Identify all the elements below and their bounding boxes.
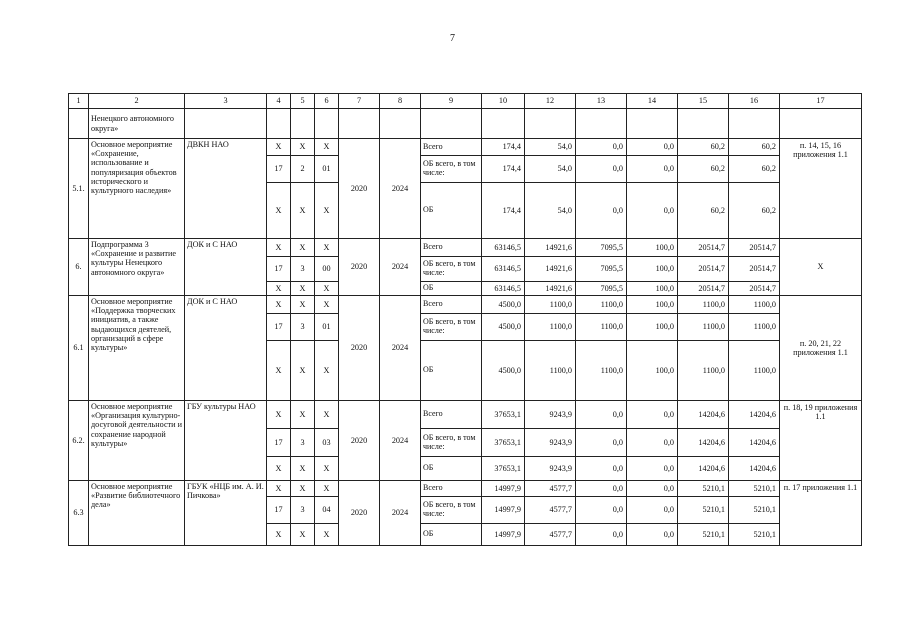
value-cell: 0,0: [627, 401, 678, 429]
value-cell: 1100,0: [576, 296, 627, 314]
value-cell: 0,0: [576, 183, 627, 239]
end-year: 2024: [380, 296, 421, 401]
code-cell: 04: [315, 497, 339, 524]
code-cell: X: [315, 296, 339, 314]
code-cell: X: [315, 139, 339, 156]
value-cell: 5210,1: [729, 524, 780, 546]
note-cell: X: [780, 239, 862, 296]
cell-empty: [339, 109, 380, 139]
code-cell: 3: [291, 497, 315, 524]
code-cell: 3: [291, 314, 315, 341]
value-cell: 20514,7: [729, 239, 780, 257]
code-cell: X: [267, 341, 291, 401]
note-cell: п. 14, 15, 16 приложения 1.1: [780, 139, 862, 239]
value-cell: 4500,0: [482, 341, 525, 401]
value-cell: 60,2: [678, 139, 729, 156]
header-cell: 4: [267, 94, 291, 109]
code-cell: X: [315, 524, 339, 546]
executor: ДОК и С НАО: [185, 239, 267, 296]
code-cell: 17: [267, 429, 291, 457]
value-cell: 100,0: [627, 282, 678, 296]
code-cell: X: [267, 401, 291, 429]
value-cell: 0,0: [627, 156, 678, 183]
value-cell: 174,4: [482, 183, 525, 239]
value-cell: 14997,9: [482, 524, 525, 546]
activity-name: Основное мероприятие «Развитие библиотечного дела»: [89, 481, 185, 546]
executor: ДОК и С НАО: [185, 296, 267, 401]
value-cell: 5210,1: [729, 481, 780, 497]
value-cell: 14204,6: [729, 457, 780, 481]
value-cell: 9243,9: [525, 457, 576, 481]
value-cell: 20514,7: [729, 282, 780, 296]
row-number: 5.1.: [69, 139, 89, 239]
cell-empty: [69, 109, 89, 139]
value-cell: 60,2: [678, 183, 729, 239]
start-year: 2020: [339, 139, 380, 239]
value-cell: 37653,1: [482, 429, 525, 457]
value-cell: 0,0: [576, 524, 627, 546]
cell-empty: [267, 109, 291, 139]
code-cell: X: [291, 183, 315, 239]
note-cell: п. 20, 21, 22 приложения 1.1: [780, 296, 862, 401]
value-cell: 1100,0: [678, 314, 729, 341]
header-cell: 16: [729, 94, 780, 109]
cell-empty: [482, 109, 525, 139]
code-cell: X: [267, 282, 291, 296]
value-cell: 1100,0: [729, 341, 780, 401]
table-row: [69, 296, 862, 314]
header-cell: 5: [291, 94, 315, 109]
code-cell: 01: [315, 314, 339, 341]
funding-source: ОБ всего, в том числе:: [421, 156, 482, 183]
value-cell: 7095,5: [576, 239, 627, 257]
value-cell: 0,0: [627, 429, 678, 457]
value-cell: 14921,6: [525, 239, 576, 257]
value-cell: 20514,7: [729, 257, 780, 282]
value-cell: 1100,0: [678, 341, 729, 401]
code-cell: X: [315, 239, 339, 257]
table-row: [69, 139, 862, 156]
value-cell: 20514,7: [678, 239, 729, 257]
end-year: 2024: [380, 239, 421, 296]
value-cell: 5210,1: [678, 524, 729, 546]
code-cell: X: [267, 239, 291, 257]
code-cell: X: [291, 239, 315, 257]
cell-empty: [576, 109, 627, 139]
end-year: 2024: [380, 481, 421, 546]
value-cell: 0,0: [627, 183, 678, 239]
cell-empty: [380, 109, 421, 139]
code-cell: X: [267, 139, 291, 156]
table-row: [69, 239, 862, 257]
value-cell: 0,0: [576, 481, 627, 497]
code-cell: X: [291, 282, 315, 296]
header-cell: 1: [69, 94, 89, 109]
header-cell: 14: [627, 94, 678, 109]
start-year: 2020: [339, 296, 380, 401]
code-cell: 17: [267, 156, 291, 183]
value-cell: 7095,5: [576, 257, 627, 282]
value-cell: 0,0: [576, 401, 627, 429]
header-cell: 7: [339, 94, 380, 109]
code-cell: 3: [291, 257, 315, 282]
value-cell: 0,0: [627, 457, 678, 481]
value-cell: 4500,0: [482, 314, 525, 341]
cell-empty: [780, 109, 862, 139]
funding-source: ОБ: [421, 183, 482, 239]
continuation-row: [69, 109, 862, 139]
value-cell: 1100,0: [576, 314, 627, 341]
code-cell: X: [291, 457, 315, 481]
cell-empty: [525, 109, 576, 139]
value-cell: 14997,9: [482, 481, 525, 497]
value-cell: 4577,7: [525, 481, 576, 497]
value-cell: 174,4: [482, 139, 525, 156]
header-cell: 6: [315, 94, 339, 109]
value-cell: 20514,7: [678, 282, 729, 296]
value-cell: 9243,9: [525, 429, 576, 457]
value-cell: 60,2: [729, 156, 780, 183]
value-cell: 4577,7: [525, 524, 576, 546]
funding-source: ОБ: [421, 282, 482, 296]
executor: ГБУК «НЦБ им. А. И. Пичкова»: [185, 481, 267, 546]
code-cell: X: [267, 481, 291, 497]
value-cell: 1100,0: [729, 296, 780, 314]
code-cell: 17: [267, 497, 291, 524]
activity-name: Основное мероприятие «Организация культурно-досуговой деятельности и сохранение народной культуры»: [89, 401, 185, 481]
code-cell: X: [267, 457, 291, 481]
value-cell: 9243,9: [525, 401, 576, 429]
header-cell: 8: [380, 94, 421, 109]
value-cell: 1100,0: [729, 314, 780, 341]
value-cell: 60,2: [729, 139, 780, 156]
code-cell: X: [315, 401, 339, 429]
code-cell: X: [267, 296, 291, 314]
value-cell: 100,0: [627, 314, 678, 341]
funding-source: Всего: [421, 139, 482, 156]
code-cell: 01: [315, 156, 339, 183]
funding-source: Всего: [421, 239, 482, 257]
header-cell: 15: [678, 94, 729, 109]
activity-name: Основное мероприятие «Поддержка творческих инициатив, а также выдающихся деятелей, организаций в сфере культуры»: [89, 296, 185, 401]
start-year: 2020: [339, 481, 380, 546]
code-cell: 03: [315, 429, 339, 457]
value-cell: 63146,5: [482, 282, 525, 296]
table-row: [69, 481, 862, 497]
activity-name: Ненецкого автономного округа»: [89, 109, 185, 139]
value-cell: 63146,5: [482, 257, 525, 282]
funding-source: ОБ всего, в том числе:: [421, 429, 482, 457]
value-cell: 5210,1: [729, 497, 780, 524]
code-cell: 00: [315, 257, 339, 282]
value-cell: 14204,6: [729, 429, 780, 457]
value-cell: 100,0: [627, 341, 678, 401]
value-cell: 0,0: [576, 156, 627, 183]
code-cell: X: [315, 481, 339, 497]
value-cell: 0,0: [576, 139, 627, 156]
activity-name: Основное мероприятие «Сохранение, использование и популяризация объектов исторического и культурного наследия»: [89, 139, 185, 239]
value-cell: 4577,7: [525, 497, 576, 524]
value-cell: 1100,0: [525, 341, 576, 401]
start-year: 2020: [339, 239, 380, 296]
value-cell: 1100,0: [678, 296, 729, 314]
value-cell: 54,0: [525, 156, 576, 183]
note-cell: п. 18, 19 приложения 1.1: [780, 401, 862, 481]
funding-source: ОБ: [421, 457, 482, 481]
executor: ДВКН НАО: [185, 139, 267, 239]
value-cell: 14997,9: [482, 497, 525, 524]
value-cell: 0,0: [576, 497, 627, 524]
code-cell: X: [291, 524, 315, 546]
header-cell: 12: [525, 94, 576, 109]
funding-source: ОБ всего, в том числе:: [421, 497, 482, 524]
code-cell: 17: [267, 314, 291, 341]
header-cell: 13: [576, 94, 627, 109]
value-cell: 14204,6: [678, 401, 729, 429]
value-cell: 60,2: [729, 183, 780, 239]
header-cell: 10: [482, 94, 525, 109]
code-cell: X: [291, 139, 315, 156]
value-cell: 54,0: [525, 183, 576, 239]
header-cell: 17: [780, 94, 862, 109]
code-cell: X: [291, 341, 315, 401]
value-cell: 1100,0: [576, 341, 627, 401]
value-cell: 5210,1: [678, 497, 729, 524]
activity-name: Подпрограмма 3 «Сохранение и развитие культуры Ненецкого автономного округа»: [89, 239, 185, 296]
value-cell: 14204,6: [729, 401, 780, 429]
funding-source: ОБ всего, в том числе:: [421, 314, 482, 341]
value-cell: 14921,6: [525, 282, 576, 296]
cell-empty: [291, 109, 315, 139]
cell-empty: [729, 109, 780, 139]
code-cell: X: [315, 183, 339, 239]
cell-empty: [627, 109, 678, 139]
executor: ГБУ культуры НАО: [185, 401, 267, 481]
value-cell: 1100,0: [525, 296, 576, 314]
code-cell: X: [315, 457, 339, 481]
code-cell: 2: [291, 156, 315, 183]
code-cell: X: [267, 524, 291, 546]
value-cell: 37653,1: [482, 401, 525, 429]
value-cell: 14204,6: [678, 429, 729, 457]
header-cell: 3: [185, 94, 267, 109]
value-cell: 14921,6: [525, 257, 576, 282]
funding-source: ОБ всего, в том числе:: [421, 257, 482, 282]
funding-source: ОБ: [421, 524, 482, 546]
header-cell: 9: [421, 94, 482, 109]
cell-empty: [421, 109, 482, 139]
value-cell: 0,0: [627, 497, 678, 524]
value-cell: 4500,0: [482, 296, 525, 314]
row-number: 6.3: [69, 481, 89, 546]
header-row: [69, 94, 862, 109]
value-cell: 54,0: [525, 139, 576, 156]
value-cell: 100,0: [627, 257, 678, 282]
funding-source: Всего: [421, 401, 482, 429]
value-cell: 0,0: [627, 524, 678, 546]
value-cell: 0,0: [576, 429, 627, 457]
value-cell: 0,0: [576, 457, 627, 481]
value-cell: 5210,1: [678, 481, 729, 497]
note-cell: п. 17 приложения 1.1: [780, 481, 862, 546]
value-cell: 63146,5: [482, 239, 525, 257]
value-cell: 0,0: [627, 139, 678, 156]
code-cell: X: [291, 296, 315, 314]
start-year: 2020: [339, 401, 380, 481]
code-cell: X: [267, 183, 291, 239]
end-year: 2024: [380, 401, 421, 481]
code-cell: X: [315, 282, 339, 296]
code-cell: X: [291, 401, 315, 429]
value-cell: 7095,5: [576, 282, 627, 296]
value-cell: 174,4: [482, 156, 525, 183]
row-number: 6.1: [69, 296, 89, 401]
end-year: 2024: [380, 139, 421, 239]
value-cell: 37653,1: [482, 457, 525, 481]
cell-empty: [185, 109, 267, 139]
row-number: 6.2.: [69, 401, 89, 481]
budget-table: [68, 93, 862, 546]
table-row: [69, 401, 862, 429]
value-cell: 100,0: [627, 296, 678, 314]
page-number: 7: [450, 33, 455, 44]
funding-source: Всего: [421, 296, 482, 314]
value-cell: 60,2: [678, 156, 729, 183]
value-cell: 1100,0: [525, 314, 576, 341]
code-cell: X: [291, 481, 315, 497]
cell-empty: [678, 109, 729, 139]
value-cell: 0,0: [627, 481, 678, 497]
code-cell: X: [315, 341, 339, 401]
value-cell: 20514,7: [678, 257, 729, 282]
code-cell: 3: [291, 429, 315, 457]
row-number: 6.: [69, 239, 89, 296]
cell-empty: [315, 109, 339, 139]
value-cell: 100,0: [627, 239, 678, 257]
header-cell: 2: [89, 94, 185, 109]
funding-source: Всего: [421, 481, 482, 497]
code-cell: 17: [267, 257, 291, 282]
value-cell: 14204,6: [678, 457, 729, 481]
funding-source: ОБ: [421, 341, 482, 401]
